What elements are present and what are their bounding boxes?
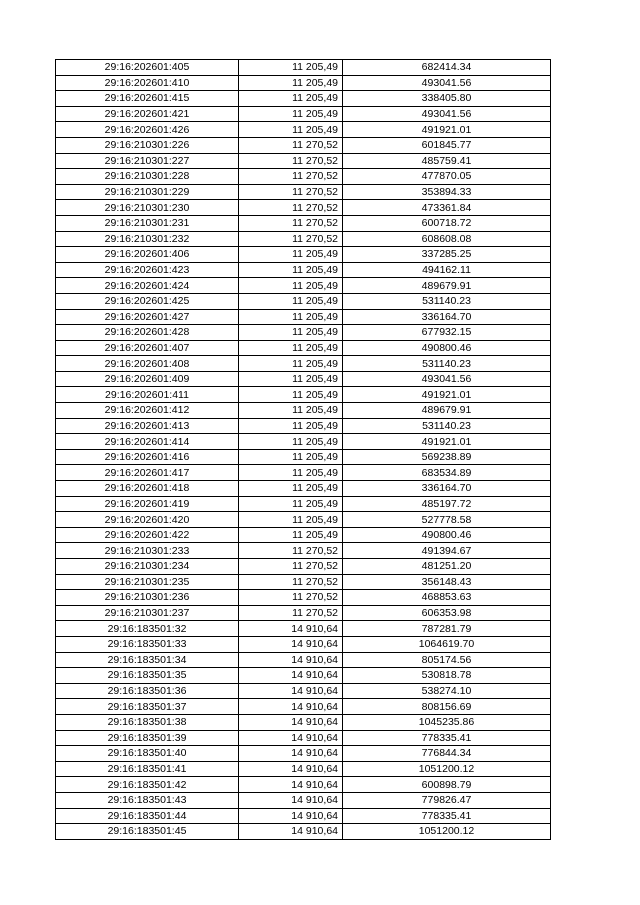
table-row bbox=[56, 371, 551, 387]
value-cell: 493041.56 bbox=[343, 75, 551, 91]
cadastral-number-cell: 29:16:183501:34 bbox=[56, 652, 239, 668]
value-cell: 481251.20 bbox=[343, 559, 551, 575]
cadastral-number-cell: 29:16:202601:411 bbox=[56, 387, 239, 403]
rate-cell: 14 910,64 bbox=[239, 792, 343, 808]
cadastral-number-cell: 29:16:210301:237 bbox=[56, 605, 239, 621]
value-cell: 489679.91 bbox=[343, 403, 551, 419]
table-body bbox=[56, 60, 551, 840]
value-cell: 569238.89 bbox=[343, 449, 551, 465]
cadastral-number-cell: 29:16:202601:423 bbox=[56, 262, 239, 278]
table-row bbox=[56, 512, 551, 528]
rate-cell: 14 910,64 bbox=[239, 808, 343, 824]
rate-cell: 11 205,49 bbox=[239, 60, 343, 76]
table-row bbox=[56, 714, 551, 730]
cadastral-number-cell: 29:16:210301:232 bbox=[56, 231, 239, 247]
table-row bbox=[56, 122, 551, 138]
value-cell: 530818.78 bbox=[343, 668, 551, 684]
value-cell: 491394.67 bbox=[343, 543, 551, 559]
value-cell: 485197.72 bbox=[343, 496, 551, 512]
table-row bbox=[56, 792, 551, 808]
rate-cell: 11 205,49 bbox=[239, 371, 343, 387]
rate-cell: 14 910,64 bbox=[239, 714, 343, 730]
cadastral-number-cell: 29:16:202601:419 bbox=[56, 496, 239, 512]
table-row bbox=[56, 169, 551, 185]
rate-cell: 14 910,64 bbox=[239, 824, 343, 840]
table-row bbox=[56, 91, 551, 107]
rate-cell: 14 910,64 bbox=[239, 730, 343, 746]
cadastral-number-cell: 29:16:202601:415 bbox=[56, 91, 239, 107]
table-row bbox=[56, 559, 551, 575]
table-row bbox=[56, 824, 551, 840]
table-row bbox=[56, 668, 551, 684]
cadastral-number-cell: 29:16:202601:406 bbox=[56, 247, 239, 263]
cadastral-number-cell: 29:16:210301:230 bbox=[56, 200, 239, 216]
rate-cell: 11 270,52 bbox=[239, 137, 343, 153]
value-cell: 683534.89 bbox=[343, 465, 551, 481]
table-row bbox=[56, 231, 551, 247]
rate-cell: 11 205,49 bbox=[239, 403, 343, 419]
cadastral-number-cell: 29:16:202601:405 bbox=[56, 60, 239, 76]
value-cell: 491921.01 bbox=[343, 434, 551, 450]
value-cell: 808156.69 bbox=[343, 699, 551, 715]
value-cell: 353894.33 bbox=[343, 184, 551, 200]
rate-cell: 11 205,49 bbox=[239, 356, 343, 372]
cadastral-number-cell: 29:16:202601:420 bbox=[56, 512, 239, 528]
value-cell: 677932.15 bbox=[343, 325, 551, 341]
table-row bbox=[56, 574, 551, 590]
value-cell: 527778.58 bbox=[343, 512, 551, 528]
value-cell: 1051200.12 bbox=[343, 761, 551, 777]
table-row bbox=[56, 200, 551, 216]
table-row bbox=[56, 278, 551, 294]
table-row bbox=[56, 293, 551, 309]
rate-cell: 14 910,64 bbox=[239, 699, 343, 715]
value-cell: 493041.56 bbox=[343, 106, 551, 122]
value-cell: 608608.08 bbox=[343, 231, 551, 247]
table-row bbox=[56, 683, 551, 699]
value-cell: 336164.70 bbox=[343, 309, 551, 325]
cadastral-number-cell: 29:16:183501:39 bbox=[56, 730, 239, 746]
rate-cell: 11 205,49 bbox=[239, 512, 343, 528]
table-row bbox=[56, 247, 551, 263]
table-row bbox=[56, 652, 551, 668]
rate-cell: 14 910,64 bbox=[239, 621, 343, 637]
value-cell: 473361.84 bbox=[343, 200, 551, 216]
table-row bbox=[56, 449, 551, 465]
table-row bbox=[56, 730, 551, 746]
table-row bbox=[56, 761, 551, 777]
table-row bbox=[56, 465, 551, 481]
table-row bbox=[56, 621, 551, 637]
cadastral-number-cell: 29:16:210301:233 bbox=[56, 543, 239, 559]
data-table bbox=[55, 59, 551, 840]
rate-cell: 11 270,52 bbox=[239, 153, 343, 169]
rate-cell: 14 910,64 bbox=[239, 761, 343, 777]
table-row bbox=[56, 153, 551, 169]
table-row bbox=[56, 60, 551, 76]
value-cell: 600718.72 bbox=[343, 215, 551, 231]
value-cell: 337285.25 bbox=[343, 247, 551, 263]
cadastral-number-cell: 29:16:202601:417 bbox=[56, 465, 239, 481]
table-row bbox=[56, 75, 551, 91]
rate-cell: 11 270,52 bbox=[239, 200, 343, 216]
table-row bbox=[56, 590, 551, 606]
rate-cell: 11 205,49 bbox=[239, 278, 343, 294]
value-cell: 493041.56 bbox=[343, 371, 551, 387]
rate-cell: 11 205,49 bbox=[239, 325, 343, 341]
rate-cell: 11 270,52 bbox=[239, 605, 343, 621]
cadastral-number-cell: 29:16:210301:226 bbox=[56, 137, 239, 153]
cadastral-number-cell: 29:16:183501:45 bbox=[56, 824, 239, 840]
value-cell: 779826.47 bbox=[343, 792, 551, 808]
value-cell: 787281.79 bbox=[343, 621, 551, 637]
cadastral-number-cell: 29:16:202601:410 bbox=[56, 75, 239, 91]
cadastral-number-cell: 29:16:202601:416 bbox=[56, 449, 239, 465]
table-row bbox=[56, 137, 551, 153]
cadastral-number-cell: 29:16:210301:229 bbox=[56, 184, 239, 200]
value-cell: 805174.56 bbox=[343, 652, 551, 668]
cadastral-number-cell: 29:16:183501:40 bbox=[56, 746, 239, 762]
value-cell: 468853.63 bbox=[343, 590, 551, 606]
cadastral-number-cell: 29:16:183501:32 bbox=[56, 621, 239, 637]
table-row bbox=[56, 325, 551, 341]
rate-cell: 11 205,49 bbox=[239, 465, 343, 481]
rate-cell: 11 270,52 bbox=[239, 543, 343, 559]
rate-cell: 11 270,52 bbox=[239, 231, 343, 247]
rate-cell: 11 270,52 bbox=[239, 559, 343, 575]
cadastral-number-cell: 29:16:202601:418 bbox=[56, 481, 239, 497]
rate-cell: 14 910,64 bbox=[239, 683, 343, 699]
rate-cell: 14 910,64 bbox=[239, 668, 343, 684]
table-row bbox=[56, 340, 551, 356]
value-cell: 491921.01 bbox=[343, 122, 551, 138]
cadastral-number-cell: 29:16:202601:426 bbox=[56, 122, 239, 138]
value-cell: 490800.46 bbox=[343, 340, 551, 356]
cadastral-number-cell: 29:16:202601:425 bbox=[56, 293, 239, 309]
rate-cell: 11 205,49 bbox=[239, 122, 343, 138]
cadastral-number-cell: 29:16:202601:409 bbox=[56, 371, 239, 387]
cadastral-number-cell: 29:16:183501:33 bbox=[56, 636, 239, 652]
rate-cell: 11 205,49 bbox=[239, 340, 343, 356]
cadastral-number-cell: 29:16:202601:424 bbox=[56, 278, 239, 294]
cadastral-number-cell: 29:16:183501:35 bbox=[56, 668, 239, 684]
rate-cell: 11 270,52 bbox=[239, 169, 343, 185]
cadastral-number-cell: 29:16:210301:227 bbox=[56, 153, 239, 169]
value-cell: 531140.23 bbox=[343, 293, 551, 309]
rate-cell: 11 205,49 bbox=[239, 91, 343, 107]
rate-cell: 11 205,49 bbox=[239, 106, 343, 122]
table-row bbox=[56, 527, 551, 543]
value-cell: 356148.43 bbox=[343, 574, 551, 590]
cadastral-number-cell: 29:16:183501:41 bbox=[56, 761, 239, 777]
rate-cell: 11 270,52 bbox=[239, 184, 343, 200]
cadastral-number-cell: 29:16:210301:235 bbox=[56, 574, 239, 590]
table-row bbox=[56, 636, 551, 652]
rate-cell: 11 205,49 bbox=[239, 247, 343, 263]
table-row bbox=[56, 403, 551, 419]
table-row bbox=[56, 777, 551, 793]
cadastral-number-cell: 29:16:183501:44 bbox=[56, 808, 239, 824]
table-row bbox=[56, 605, 551, 621]
value-cell: 531140.23 bbox=[343, 418, 551, 434]
cadastral-number-cell: 29:16:202601:422 bbox=[56, 527, 239, 543]
table-row bbox=[56, 262, 551, 278]
rate-cell: 11 205,49 bbox=[239, 527, 343, 543]
value-cell: 491921.01 bbox=[343, 387, 551, 403]
rate-cell: 11 205,49 bbox=[239, 293, 343, 309]
value-cell: 338405.80 bbox=[343, 91, 551, 107]
table-row bbox=[56, 387, 551, 403]
cadastral-number-cell: 29:16:202601:413 bbox=[56, 418, 239, 434]
value-cell: 477870.05 bbox=[343, 169, 551, 185]
cadastral-number-cell: 29:16:202601:414 bbox=[56, 434, 239, 450]
table-row bbox=[56, 699, 551, 715]
table-row bbox=[56, 356, 551, 372]
rate-cell: 11 270,52 bbox=[239, 215, 343, 231]
table-row bbox=[56, 481, 551, 497]
value-cell: 1051200.12 bbox=[343, 824, 551, 840]
rate-cell: 11 270,52 bbox=[239, 574, 343, 590]
table-row bbox=[56, 434, 551, 450]
value-cell: 778335.41 bbox=[343, 808, 551, 824]
cadastral-number-cell: 29:16:183501:36 bbox=[56, 683, 239, 699]
table-row bbox=[56, 746, 551, 762]
rate-cell: 14 910,64 bbox=[239, 777, 343, 793]
cadastral-number-cell: 29:16:202601:408 bbox=[56, 356, 239, 372]
rate-cell: 11 270,52 bbox=[239, 590, 343, 606]
value-cell: 485759.41 bbox=[343, 153, 551, 169]
value-cell: 336164.70 bbox=[343, 481, 551, 497]
value-cell: 538274.10 bbox=[343, 683, 551, 699]
rate-cell: 14 910,64 bbox=[239, 636, 343, 652]
rate-cell: 11 205,49 bbox=[239, 449, 343, 465]
cadastral-number-cell: 29:16:183501:38 bbox=[56, 714, 239, 730]
value-cell: 778335.41 bbox=[343, 730, 551, 746]
cadastral-number-cell: 29:16:183501:43 bbox=[56, 792, 239, 808]
value-cell: 1045235.86 bbox=[343, 714, 551, 730]
table-row bbox=[56, 106, 551, 122]
rate-cell: 11 205,49 bbox=[239, 481, 343, 497]
cadastral-number-cell: 29:16:183501:42 bbox=[56, 777, 239, 793]
value-cell: 489679.91 bbox=[343, 278, 551, 294]
table-row bbox=[56, 309, 551, 325]
cadastral-number-cell: 29:16:202601:421 bbox=[56, 106, 239, 122]
value-cell: 682414.34 bbox=[343, 60, 551, 76]
table-row bbox=[56, 543, 551, 559]
rate-cell: 11 205,49 bbox=[239, 262, 343, 278]
cadastral-number-cell: 29:16:202601:428 bbox=[56, 325, 239, 341]
cadastral-number-cell: 29:16:183501:37 bbox=[56, 699, 239, 715]
rate-cell: 11 205,49 bbox=[239, 75, 343, 91]
value-cell: 1064619.70 bbox=[343, 636, 551, 652]
rate-cell: 11 205,49 bbox=[239, 309, 343, 325]
cadastral-number-cell: 29:16:210301:231 bbox=[56, 215, 239, 231]
value-cell: 600898.79 bbox=[343, 777, 551, 793]
rate-cell: 14 910,64 bbox=[239, 746, 343, 762]
value-cell: 606353.98 bbox=[343, 605, 551, 621]
value-cell: 601845.77 bbox=[343, 137, 551, 153]
table-row bbox=[56, 418, 551, 434]
cadastral-number-cell: 29:16:210301:228 bbox=[56, 169, 239, 185]
table-row bbox=[56, 184, 551, 200]
rate-cell: 11 205,49 bbox=[239, 434, 343, 450]
cadastral-number-cell: 29:16:202601:412 bbox=[56, 403, 239, 419]
cadastral-number-cell: 29:16:210301:236 bbox=[56, 590, 239, 606]
cadastral-number-cell: 29:16:210301:234 bbox=[56, 559, 239, 575]
rate-cell: 11 205,49 bbox=[239, 418, 343, 434]
table-row bbox=[56, 496, 551, 512]
rate-cell: 14 910,64 bbox=[239, 652, 343, 668]
table-row bbox=[56, 808, 551, 824]
table-row bbox=[56, 215, 551, 231]
value-cell: 494162.11 bbox=[343, 262, 551, 278]
cadastral-number-cell: 29:16:202601:427 bbox=[56, 309, 239, 325]
rate-cell: 11 205,49 bbox=[239, 387, 343, 403]
cadastral-number-cell: 29:16:202601:407 bbox=[56, 340, 239, 356]
value-cell: 490800.46 bbox=[343, 527, 551, 543]
value-cell: 776844.34 bbox=[343, 746, 551, 762]
rate-cell: 11 205,49 bbox=[239, 496, 343, 512]
value-cell: 531140.23 bbox=[343, 356, 551, 372]
